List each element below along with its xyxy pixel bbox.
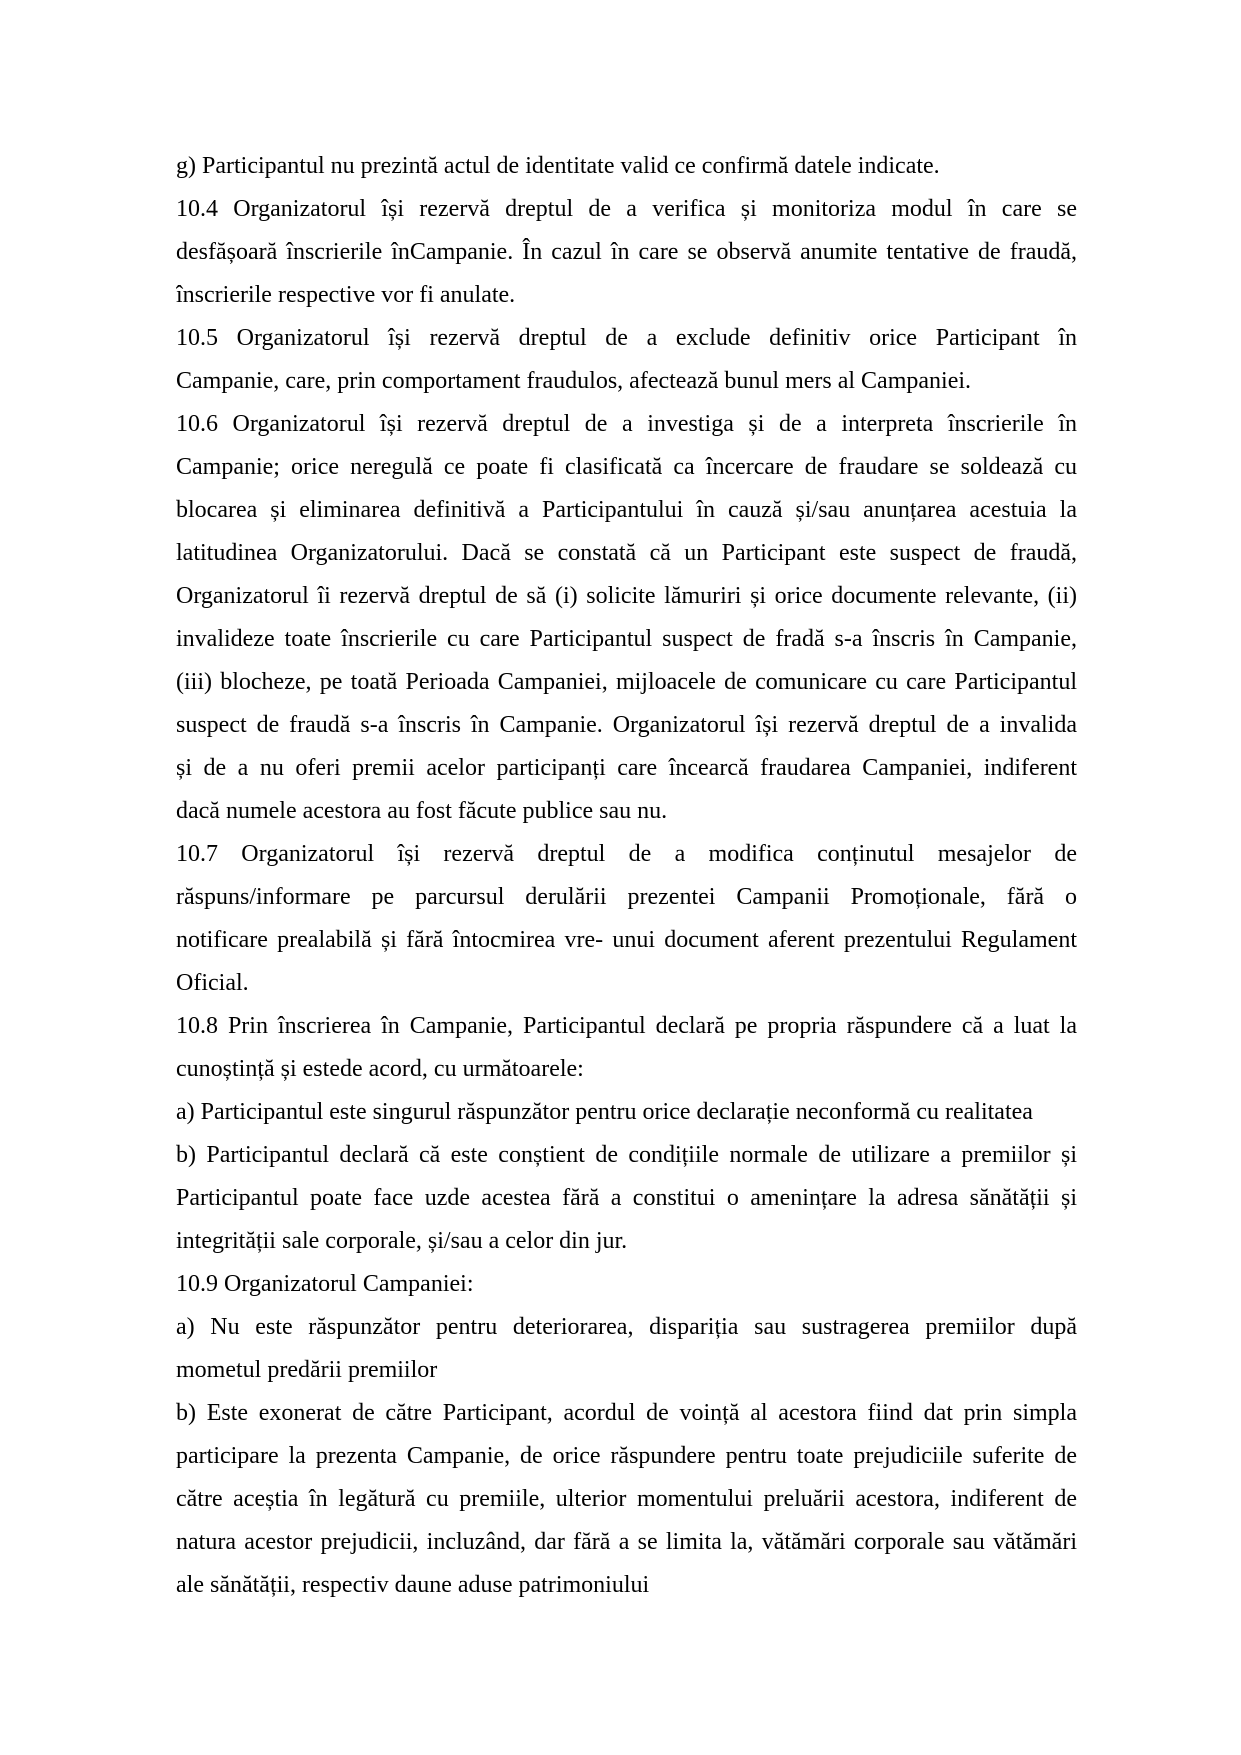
clause-10-7 — [176, 833, 1077, 1005]
document-line: latitudinea Organizatorului. Dacă se constată că un Participant este suspect de fraudă, — [176, 540, 1077, 566]
clause-10-9-a — [176, 1306, 1077, 1392]
document-line: integrității sale corporale, și/sau a celor din jur. — [176, 1228, 628, 1254]
document-line: Campanie, care, prin comportament fraudulos, afectează bunul mers al Campaniei. — [176, 368, 972, 394]
document-line: 10.9 Organizatorul Campaniei: — [176, 1271, 474, 1297]
document-line: 10.7 Organizatorul își rezervă dreptul de a modifica conținutul mesajelor de — [176, 841, 1077, 867]
document-line: și de a nu oferi premii acelor participanți care încearcă fraudarea Campaniei, indiferent — [176, 755, 1077, 781]
document-line: a) Participantul este singurul răspunzător pentru orice declarație neconformă cu realitatea — [176, 1099, 1033, 1125]
document-line: 10.4 Organizatorul își rezervă dreptul de a verifica și monitoriza modul în care se — [176, 196, 1077, 222]
document-line: blocarea și eliminarea definitivă a Participantului în cauză și/sau anunțarea acestuia la — [176, 497, 1077, 523]
clause-10-8 — [176, 1005, 1077, 1091]
clause-10-4 — [176, 188, 1077, 317]
document-line: g) Participantul nu prezintă actul de identitate valid ce confirmă datele indicate. — [176, 153, 940, 179]
document-line: ale sănătății, respectiv daune aduse patrimoniului — [176, 1572, 650, 1598]
document-line: către aceștia în legătură cu premiile, ulterior momentului preluării acestora, indiferent de — [176, 1486, 1077, 1512]
clause-10-9 — [176, 1263, 1077, 1306]
document-line: 10.5 Organizatorul își rezervă dreptul de a exclude definitiv orice Participant în — [176, 325, 1077, 351]
document-line: înscrierile respective vor fi anulate. — [176, 282, 516, 308]
clause-10-8-a — [176, 1091, 1077, 1134]
clause-10-6 — [176, 403, 1077, 833]
document-line: Campanie; orice neregulă ce poate fi clasificată ca încercare de fraudare se soldează cu — [176, 454, 1077, 480]
document-line: invalideze toate înscrierile cu care Participantul suspect de fradă s-a înscris în Campanie, — [176, 626, 1077, 652]
document-line: desfășoară înscrierile înCampanie. În cazul în care se observă anumite tentative de fraudă, — [176, 239, 1077, 265]
document-line: Organizatorul îi rezervă dreptul de să (i) solicite lămuriri și orice documente relevante, (ii) — [176, 583, 1077, 609]
clause-10-9-b — [176, 1392, 1077, 1607]
clause-g — [176, 145, 1077, 188]
document-line: Participantul poate face uzde acestea fără a constitui o amenințare la adresa sănătății și — [176, 1185, 1077, 1211]
document-line: mometul predării premiilor — [176, 1357, 438, 1383]
document-line: cunoștință și estede acord, cu următoarele: — [176, 1056, 584, 1082]
document-line: răspuns/informare pe parcursul derulării prezentei Campanii Promoționale, fără o — [176, 884, 1077, 910]
clause-10-5 — [176, 317, 1077, 403]
document-line: dacă numele acestora au fost făcute publice sau nu. — [176, 798, 668, 824]
document-line: a) Nu este răspunzător pentru deteriorarea, dispariția sau sustragerea premiilor după — [176, 1314, 1077, 1340]
document-line: participare la prezenta Campanie, de orice răspundere pentru toate prejudiciile suferite de — [176, 1443, 1077, 1469]
clause-10-8-b — [176, 1134, 1077, 1263]
document-line: notificare prealabilă și fără întocmirea vre- unui document aferent prezentului Regulament — [176, 927, 1077, 953]
document-line: (iii) blocheze, pe toată Perioada Campaniei, mijloacele de comunicare cu care Participantul — [176, 669, 1077, 695]
document-line: b) Participantul declară că este conștient de condițiile normale de utilizare a premiilor și — [176, 1142, 1077, 1168]
document-line: Oficial. — [176, 970, 249, 996]
document-line: natura acestor prejudicii, incluzând, dar fără a se limita la, vătămări corporale sau vătămări — [176, 1529, 1077, 1555]
document-line: b) Este exonerat de către Participant, acordul de voință al acestora fiind dat prin simpla — [176, 1400, 1077, 1426]
document-line: suspect de fraudă s-a înscris în Campanie. Organizatorul își rezervă dreptul de a invalida — [176, 712, 1077, 738]
document-body — [176, 145, 1077, 1607]
document-line: 10.6 Organizatorul își rezervă dreptul de a investiga și de a interpreta înscrierile în — [176, 411, 1077, 437]
document-line: 10.8 Prin înscrierea în Campanie, Participantul declară pe propria răspundere că a luat la — [176, 1013, 1077, 1039]
